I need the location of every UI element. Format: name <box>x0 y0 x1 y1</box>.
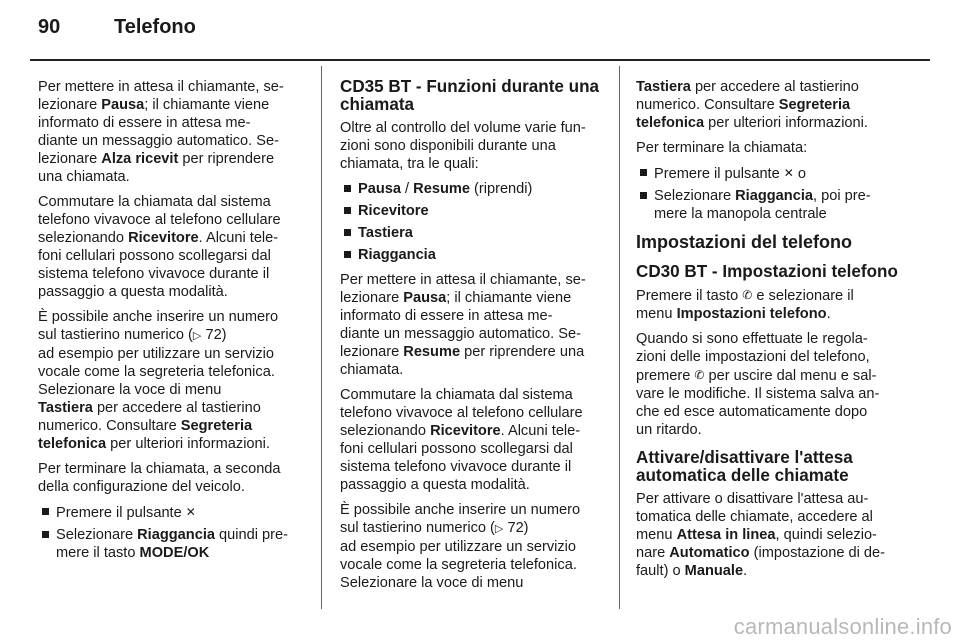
text-line: foni cellulari possono scollegarsi dal <box>340 441 573 457</box>
text-line: nare Automatico (impostazione di de- <box>636 545 885 561</box>
text-line: passaggio a questa modalità. <box>38 284 228 300</box>
hang-up-icon: ✕ <box>185 505 196 519</box>
paragraph-hold-call-cd35 <box>340 271 612 379</box>
column-divider-1 <box>321 66 322 609</box>
subheading-cd30-settings: CD30 BT - Impostazioni telefono <box>636 262 898 281</box>
paragraph-hold-call <box>38 78 310 186</box>
text-line: diante un messaggio automatico. Se- <box>340 326 581 342</box>
paragraph-functions-intro <box>340 119 612 173</box>
list-item: Premere il pulsante ✕ <box>38 503 310 522</box>
paragraph-save-settings <box>636 330 908 439</box>
text-line: Per attivare o disattivare l'attesa au- <box>636 491 869 507</box>
text-line: foni cellulari possono scollegarsi dal <box>38 248 271 264</box>
phone-icon: ✆ <box>742 288 753 302</box>
text-line: Tastiera per accedere al tastierino <box>38 400 261 416</box>
text-line: che ed esce automaticamente dopo <box>636 404 868 420</box>
bullet-icon <box>640 192 647 199</box>
text-line: diante un messaggio automatico. Se- <box>38 133 279 149</box>
column-1 <box>38 78 310 569</box>
list-item: Tastiera <box>340 224 612 242</box>
text-line: della configurazione del veicolo. <box>38 479 245 495</box>
text-line: menu Attesa in linea, quindi selezio- <box>636 527 877 543</box>
paragraph-call-waiting <box>636 490 908 580</box>
paragraph-end-call-cd35 <box>636 139 908 157</box>
page-reference-link[interactable]: 72) <box>205 327 227 343</box>
text-line: Per mettere in attesa il chiamante, se- <box>38 79 284 95</box>
paragraph-switch-call-cd35 <box>340 386 612 494</box>
text-line: zioni sono disponibili durante una <box>340 138 556 154</box>
list-item: Premere il pulsante ✕ o <box>636 164 908 183</box>
watermark: carmanualsonline.info <box>733 614 952 639</box>
text-line: Commutare la chiamata dal sistema <box>340 387 573 403</box>
phone-icon: ✆ <box>694 368 705 382</box>
text-line: fault) o Manuale. <box>636 563 748 579</box>
end-call-bullet-list <box>38 503 310 562</box>
list-item: Selezionare Riaggancia quindi pre- mere il tasto MODE/OK <box>38 526 310 562</box>
text-line: numerico. Consultare Segreteria <box>636 97 851 113</box>
bullet-icon <box>344 185 351 192</box>
text-line: ad esempio per utilizzare un servizio <box>38 346 275 362</box>
text-line: un ritardo. <box>636 422 702 438</box>
text-line: menu Impostazioni telefono. <box>636 306 831 322</box>
column-2 <box>340 78 612 599</box>
text-line: vare le modifiche. Il sistema salva an- <box>636 386 880 402</box>
text-line: passaggio a questa modalità. <box>340 477 530 493</box>
text-line: sul tastierino numerico (▷ 72) <box>38 327 227 343</box>
text-line: telefonica per ulteriori informazioni. <box>636 115 868 131</box>
text-line: selezionando Ricevitore. Alcuni tele- <box>38 230 279 246</box>
list-item: Riaggancia <box>340 246 612 264</box>
text-line: telefono vivavoce al telefono cellulare <box>38 212 281 228</box>
list-item: Selezionare Riaggancia, poi pre- mere la manopola centrale <box>636 187 908 223</box>
text-line: vocale come la segreteria telefonica. <box>38 364 275 380</box>
text-line: chiamata. <box>340 362 404 378</box>
text-line: vocale come la segreteria telefonica. <box>340 557 577 573</box>
text-line: Tastiera per accedere al tastierino <box>636 79 859 95</box>
bullet-icon <box>42 531 49 538</box>
text-line: Quando si sono effettuate le regola- <box>636 331 868 347</box>
paragraph-switch-call <box>38 193 310 301</box>
text-line: Premere il tasto ✆ e selezionare il <box>636 288 854 304</box>
text-line: tomatica delle chiamate, accedere al <box>636 509 873 525</box>
text-line: zioni delle impostazioni del telefono, <box>636 349 870 365</box>
bullet-icon <box>640 169 647 176</box>
end-call-bullet-list-cd35 <box>636 164 908 223</box>
functions-bullet-list <box>340 180 612 264</box>
page-number: 90 <box>38 16 61 38</box>
paragraph-keypad-cd35 <box>340 501 612 592</box>
text-line: telefonica per ulteriori informazioni. <box>38 436 270 452</box>
column-3 <box>636 78 908 587</box>
text-line: numerico. Consultare Segreteria <box>38 418 253 434</box>
paragraph-keypad-continued <box>636 78 908 132</box>
text-line: lezionare Resume per riprendere una <box>340 344 585 360</box>
text-line: Per terminare la chiamata: <box>636 140 808 156</box>
subheading-cd35-functions: CD35 BT - Funzioni durante una chiamata <box>340 77 600 114</box>
paragraph-keypad <box>38 308 310 453</box>
text-line: lezionare Pausa; il chiamante viene <box>38 97 270 113</box>
page-reference-icon: ▷ <box>192 330 202 342</box>
text-line: È possibile anche inserire un numero <box>38 309 279 325</box>
text-line: premere ✆ per uscire dal menu e sal- <box>636 368 877 384</box>
bullet-icon <box>42 508 49 515</box>
text-line: ad esempio per utilizzare un servizio <box>340 539 577 555</box>
bullet-icon <box>344 229 351 236</box>
text-line: chiamata, tra le quali: <box>340 156 479 172</box>
text-line: Selezionare la voce di menu <box>38 382 222 398</box>
page-reference-icon: ▷ <box>494 523 504 535</box>
text-line: sul tastierino numerico (▷ 72) <box>340 520 529 536</box>
paragraph-open-settings <box>636 286 908 323</box>
text-line: Per mettere in attesa il chiamante, se- <box>340 272 586 288</box>
text-line: una chiamata. <box>38 169 130 185</box>
text-line: Commutare la chiamata dal sistema <box>38 194 271 210</box>
text-line: sistema telefono vivavoce durante il <box>38 266 270 282</box>
paragraph-end-call <box>38 460 310 496</box>
page-reference-link[interactable]: 72) <box>507 520 529 536</box>
text-line: informato di essere in attesa me- <box>340 308 553 324</box>
text-line: selezionando Ricevitore. Alcuni tele- <box>340 423 581 439</box>
subheading-call-waiting: Attivare/disattivare l'attesa automatica delle chiamate <box>636 448 853 485</box>
text-line: lezionare Pausa; il chiamante viene <box>340 290 572 306</box>
bullet-icon <box>344 251 351 258</box>
column-divider-2 <box>619 66 620 609</box>
list-item: Pausa / Resume (riprendi) <box>340 180 612 198</box>
list-item: Ricevitore <box>340 202 612 220</box>
text-line: telefono vivavoce al telefono cellulare <box>340 405 583 421</box>
hang-up-icon: ✕ <box>783 166 794 180</box>
text-line: Per terminare la chiamata, a seconda <box>38 461 281 477</box>
text-line: lezionare Alza ricevit per riprendere <box>38 151 275 167</box>
text-line: informato di essere in attesa me- <box>38 115 251 131</box>
text-line: Selezionare la voce di menu <box>340 575 524 591</box>
bullet-icon <box>344 207 351 214</box>
text-line: sistema telefono vivavoce durante il <box>340 459 572 475</box>
section-title-phone-settings: Impostazioni del telefono <box>636 232 853 252</box>
text-line: Oltre al controllo del volume varie fun- <box>340 120 586 136</box>
header-divider <box>30 59 930 61</box>
text-line: È possibile anche inserire un numero <box>340 502 581 518</box>
page-title: Telefono <box>114 16 196 38</box>
